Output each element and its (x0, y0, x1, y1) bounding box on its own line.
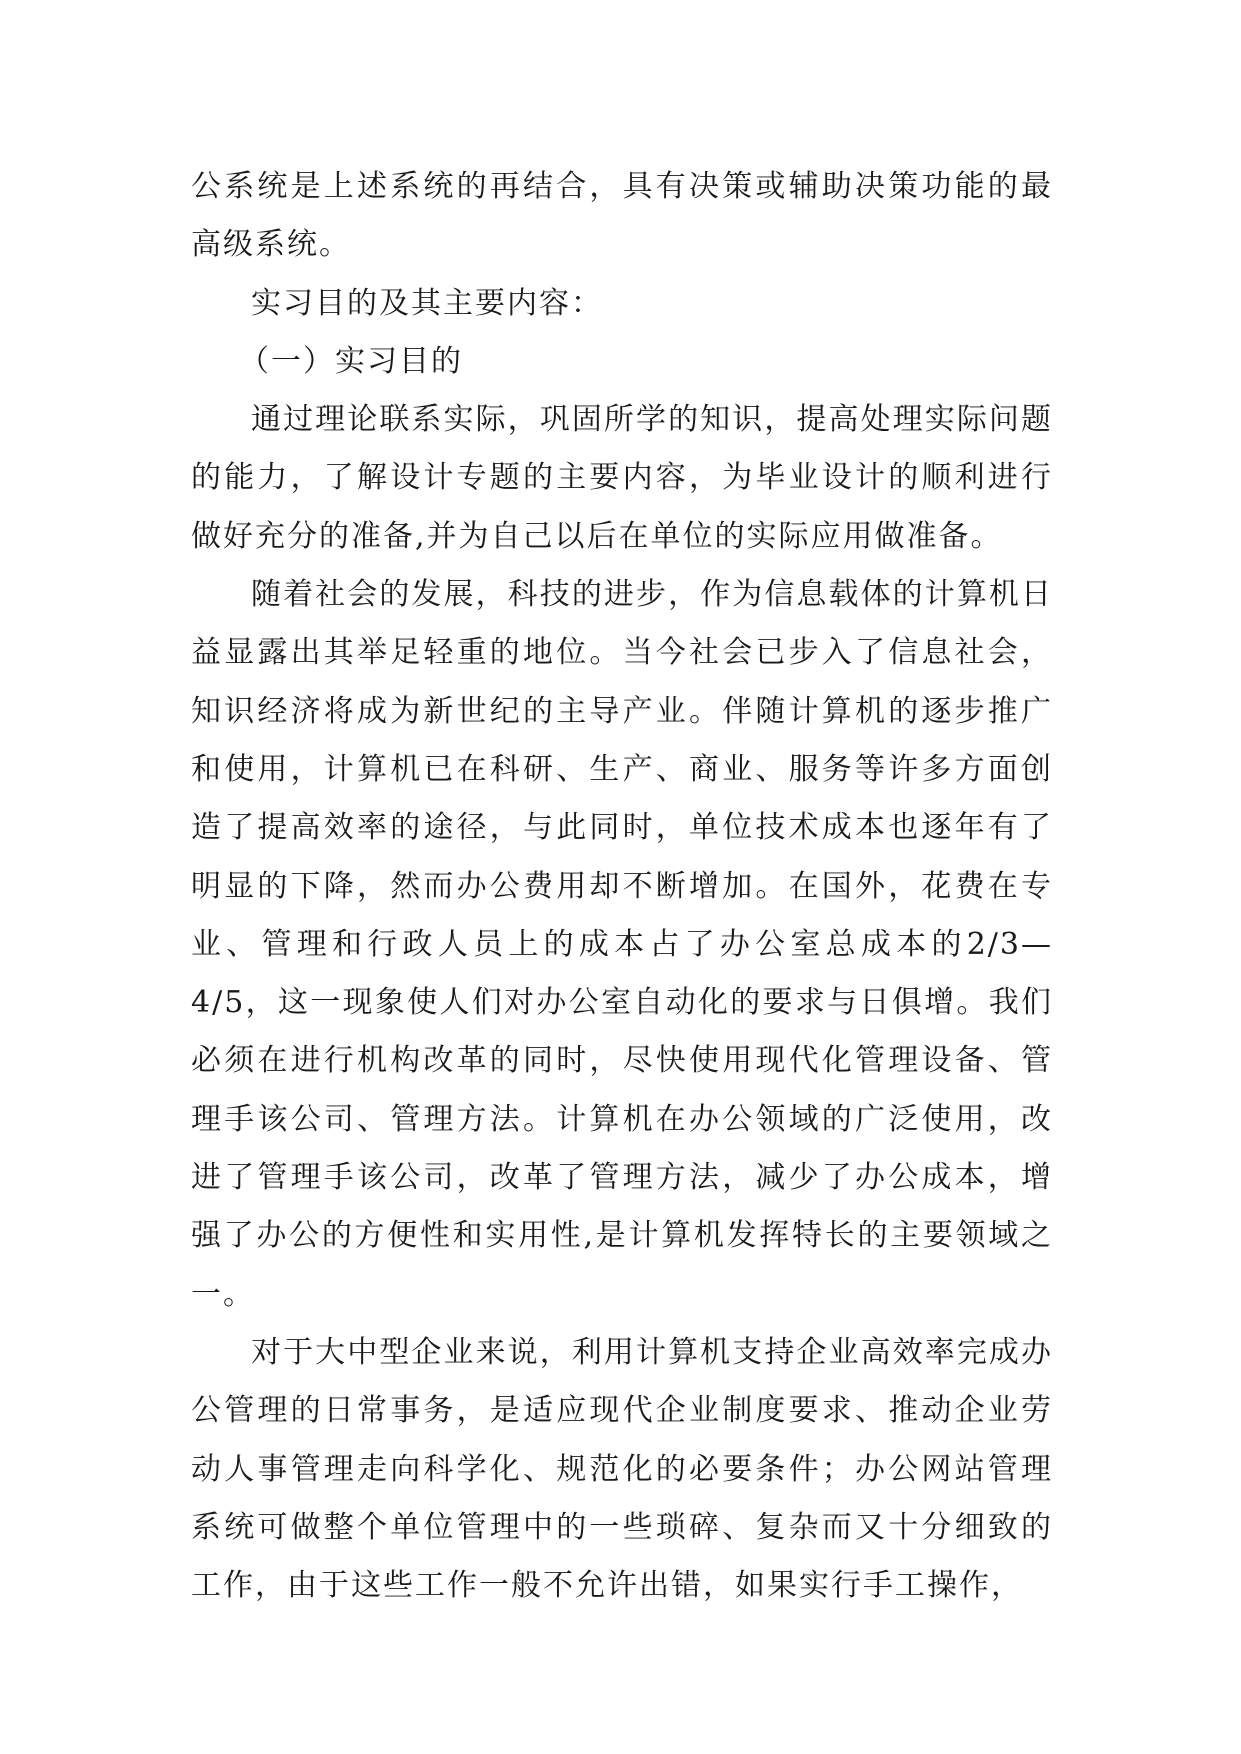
paragraph-purpose: 通过理论联系实际，巩固所学的知识，提高处理实际问题的能力，了解设计专题的主要内容，为毕业设计的顺利进行做好充分的准备,并为自己以后在单位的实际应用做准备。 (191, 402, 1053, 554)
paragraph-enterprise: 对于大中型企业来说，利用计算机支持企业高效率完成办公管理的日常事务，是适应现代企业制度要求、推动企业劳动人事管理走向科学化、规范化的必要条件；办公网站管理系统可做整个单位管理中的一些琐碎、复杂而又十分细致的工作，由于这些工作一般不允许出错，如果实行手工操作， (191, 1334, 1053, 1604)
document-body (191, 158, 1053, 1615)
subsection-heading: （一）实习目的 (239, 343, 463, 379)
paragraph-background: 随着社会的发展，科技的进步，作为信息载体的计算机日益显露出其举足轻重的地位。当今社会已步入了信息社会，知识经济将成为新世纪的主导产业。伴随计算机的逐步推广和使用，计算机已在科研、生产、商业、服务等许多方面创造了提高效率的途径，与此同时，单位技术成本也逐年有了明显的下降，然而办公费用却不断增加。在国外，花费在专业、管理和行政人员上的成本占了办公室总成本的2/3—4/5，这一现象使人们对办公室自动化的要求与日俱增。我们必须在进行机构改革的同时，尽快使用现代化管理设备、管理手该公司、管理方法。计算机在办公领域的广泛使用，改进了管理手该公司，改革了管理方法，减少了办公成本，增强了办公的方便性和实用性,是计算机发挥特长的主要领域之一。 (191, 577, 1053, 1312)
section-heading: 实习目的及其主要内容： (251, 285, 603, 321)
paragraph-continuation: 公系统是上述系统的再结合，具有决策或辅助决策功能的最高级系统。 (191, 169, 1053, 263)
